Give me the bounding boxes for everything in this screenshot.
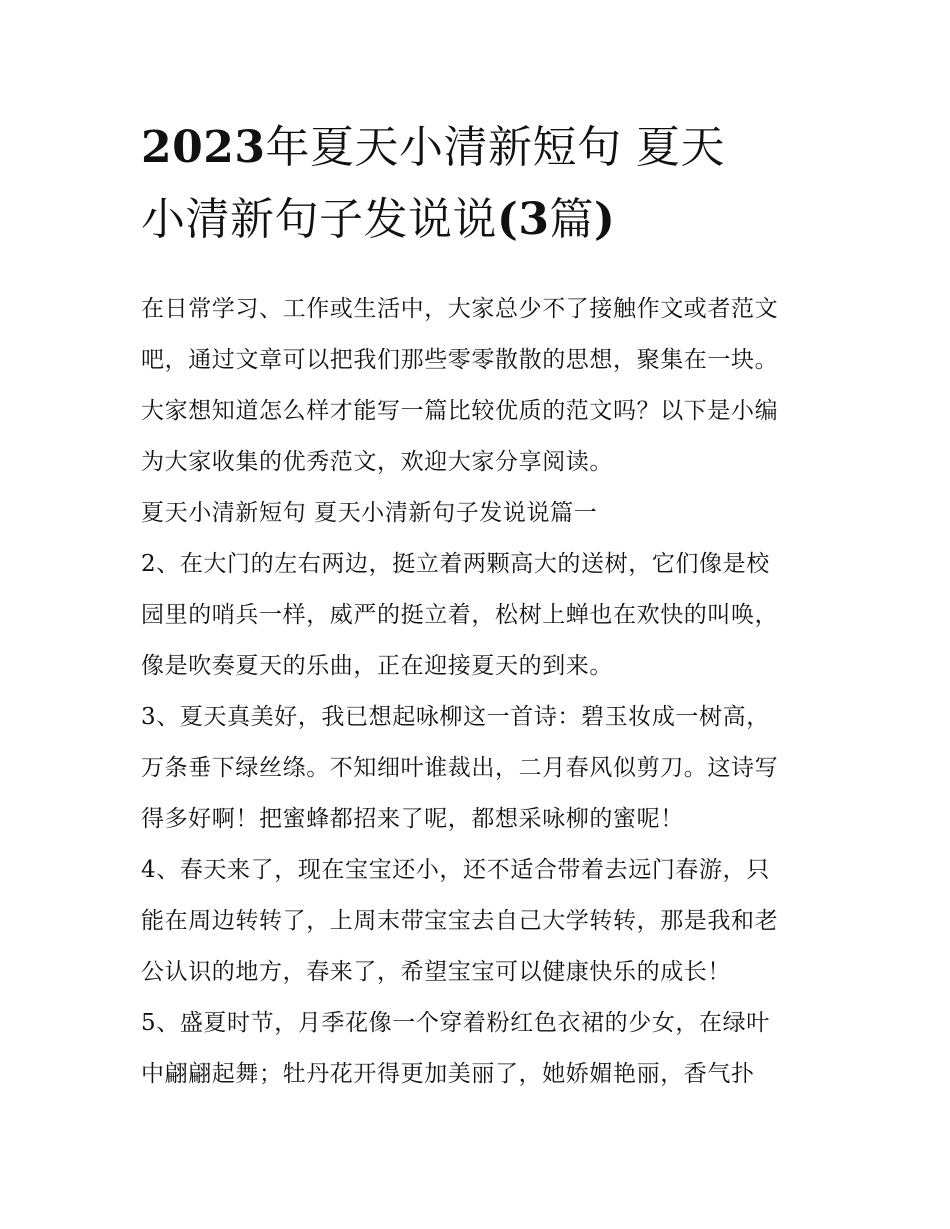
intro-paragraph: [141, 284, 813, 488]
document-content: [141, 112, 813, 1100]
title-count: (3: [497, 194, 550, 245]
title-unit: 篇: [549, 194, 594, 245]
text-line: 像是吹奏夏天的乐曲，正在迎接夏天的到来。: [141, 653, 613, 679]
text-line: 公认识的地方，春来了，希望宝宝可以健康快乐的成长！: [141, 959, 731, 985]
text-line: 园里的哨兵一样，威严的挺立着，松树上蝉也在欢快的叫唤，: [141, 602, 779, 628]
title-year: 2023: [141, 122, 266, 173]
text-line: 大家想知道怎么样才能写一篇比较优质的范文吗？以下是小编: [141, 398, 779, 424]
text-line: 3、夏天真美好，我已想起咏柳这一首诗：碧玉妆成一树高，: [141, 704, 770, 730]
item-paragraph-2: [141, 539, 813, 692]
title-text-2: 小清新句子发说说: [141, 194, 497, 245]
item-paragraph-5: [141, 998, 813, 1100]
text-line: 2、在大门的左右两边，挺立着两颗高大的送树，它们像是校: [141, 551, 770, 577]
text-line: 得多好啊！把蜜蜂都招来了呢，都想采咏柳的蜜呢！: [141, 806, 684, 832]
text-line: 万条垂下绿丝绦。不知细叶谁裁出，二月春风似剪刀。这诗写: [141, 755, 779, 781]
item-paragraph-3: [141, 692, 813, 845]
text-line: 在日常学习、工作或生活中，大家总少不了接触作文或者范文: [141, 296, 779, 322]
title-line-2: [141, 184, 813, 256]
document-body: [141, 284, 813, 1100]
text-line: 为大家收集的优秀范文，欢迎大家分享阅读。: [141, 449, 613, 475]
title-close-paren: ): [593, 194, 616, 245]
page-title: [141, 112, 813, 256]
item-paragraph-4: [141, 845, 813, 998]
section-heading: [141, 488, 813, 539]
title-line-1: [141, 112, 813, 184]
title-text-1: 年夏天小清新短句 夏天: [265, 122, 725, 173]
text-line: 4、春天来了，现在宝宝还小，还不适合带着去远门春游，只: [141, 857, 770, 883]
text-line: 中翩翩起舞；牡丹花开得更加美丽了，她娇媚艳丽，香气扑: [141, 1061, 755, 1087]
section-heading-text: 夏天小清新短句 夏天小清新句子发说说篇一: [141, 500, 598, 526]
text-line: 5、盛夏时节，月季花像一个穿着粉红色衣裙的少女，在绿叶: [141, 1010, 770, 1036]
text-line: 能在周边转转了，上周末带宝宝去自己大学转转，那是我和老: [141, 908, 779, 934]
text-line: 吧，通过文章可以把我们那些零零散散的思想，聚集在一块。: [141, 347, 779, 373]
